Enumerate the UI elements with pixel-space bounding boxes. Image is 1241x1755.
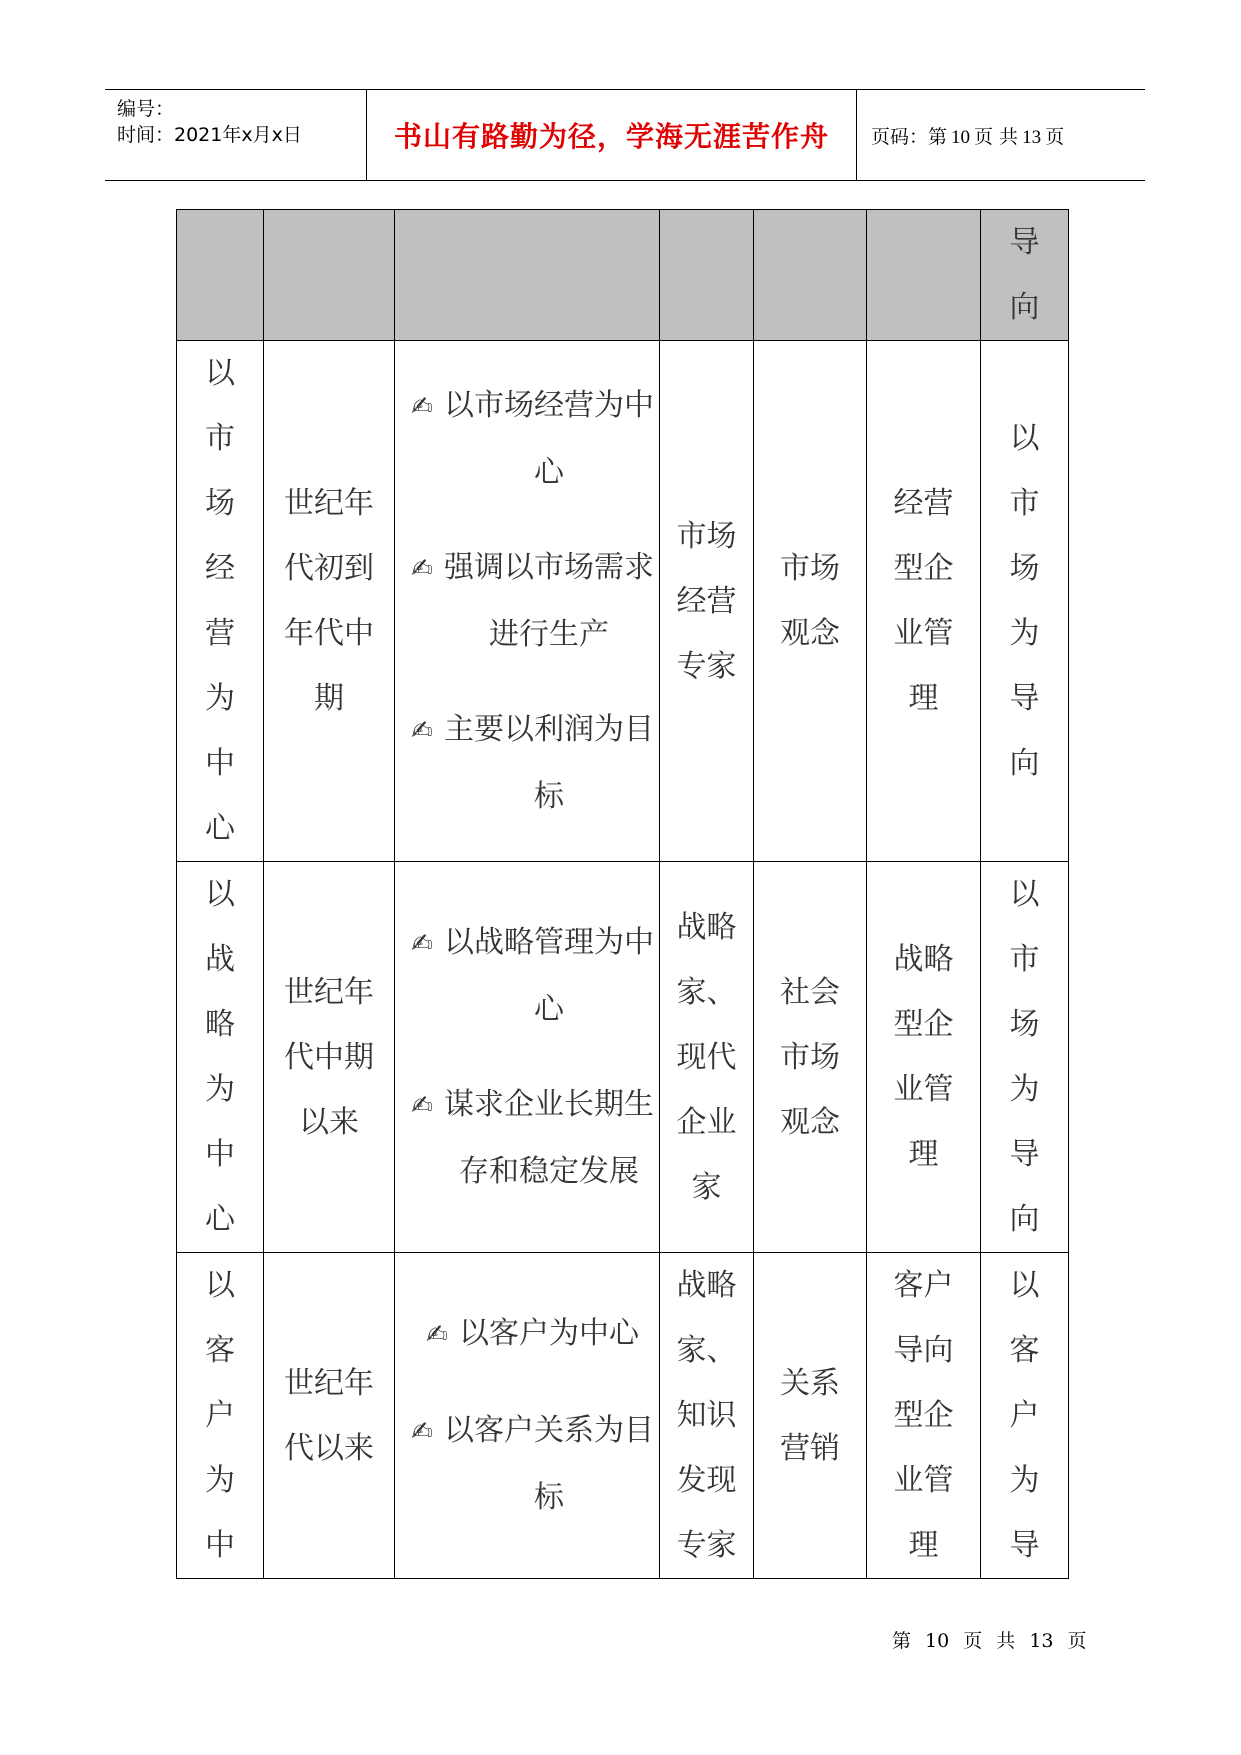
cell-line: 经营 — [893, 486, 954, 521]
header-cell — [395, 210, 660, 341]
writing-hand-icon: ✍ — [411, 716, 433, 746]
cell-line: 业管 — [893, 616, 954, 651]
cell-line: 专家 — [676, 648, 737, 684]
header-left-cell — [105, 90, 367, 180]
cell-line: 户 — [1009, 1398, 1040, 1433]
orientation-cell — [981, 341, 1069, 862]
cell-line: 以来 — [299, 1104, 359, 1140]
content-table — [176, 209, 1069, 1579]
cell-line: 略 — [205, 1007, 235, 1042]
focus-cell — [395, 862, 660, 1253]
cell-line: 战 — [205, 942, 235, 977]
cell-line: 向 — [1009, 1202, 1040, 1237]
bullet-text: 主要以利润为目标 — [444, 712, 654, 814]
cell-line: 以 — [205, 1268, 235, 1303]
cell-line: 为 — [1009, 616, 1040, 651]
cell-line: 心 — [205, 1202, 235, 1237]
cell-line: 型企 — [893, 1398, 954, 1433]
page-mid: 页 共 — [974, 125, 1019, 148]
header-char: 向 — [1009, 290, 1040, 325]
cell-line: 市场 — [676, 518, 737, 554]
cell-line: 导 — [1009, 1528, 1040, 1563]
orientation-cell — [981, 1253, 1069, 1579]
cell-line: 场 — [1009, 551, 1040, 586]
cell-line: 关系 — [780, 1365, 840, 1401]
cell-line: 场 — [205, 486, 235, 521]
cell-line: 业管 — [893, 1463, 954, 1498]
cell-line: 型企 — [893, 1007, 954, 1042]
expert-cell — [660, 862, 754, 1253]
cell-line: 户 — [205, 1398, 235, 1433]
concept-cell — [754, 862, 867, 1253]
header-cell — [754, 210, 867, 341]
cell-line: 代以来 — [284, 1430, 374, 1466]
bullet-text: 强调以市场需求进行生产 — [444, 550, 654, 652]
number-label: 编号： — [117, 98, 175, 120]
page-suffix: 页 — [1045, 125, 1065, 148]
stage-cell — [177, 862, 264, 1253]
cell-line: 社会 — [780, 974, 840, 1010]
cell-line: 代中期 — [284, 1039, 374, 1075]
cell-line: 以 — [1009, 1268, 1040, 1303]
concept-cell — [754, 341, 867, 862]
cell-line: 市场 — [780, 551, 840, 586]
cell-line: 型企 — [893, 551, 954, 586]
cell-line: 营销 — [780, 1430, 840, 1466]
writing-hand-icon: ✍ — [411, 929, 433, 959]
cell-line: 市 — [1009, 486, 1040, 521]
page-current: 10 — [951, 126, 971, 148]
cell-line: 家、 — [676, 974, 737, 1010]
cell-line: 以 — [1009, 877, 1040, 912]
page-prefix: 页码：第 — [871, 125, 948, 148]
cell-line: 理 — [908, 681, 939, 716]
focus-cell — [395, 341, 660, 862]
bullet-item — [395, 373, 659, 505]
bullet-text: 以市场经营为中心 — [444, 388, 654, 490]
cell-line: 战略 — [676, 909, 737, 945]
orientation-cell — [981, 862, 1069, 1253]
period-cell — [264, 341, 395, 862]
concept-cell — [754, 1253, 867, 1579]
cell-line: 为 — [1009, 1072, 1040, 1107]
cell-line: 理 — [908, 1137, 939, 1172]
cell-line: 经营 — [676, 583, 737, 619]
cell-line: 中 — [205, 1137, 235, 1172]
bullet-text: 谋求企业长期生存和稳定发展 — [444, 1087, 654, 1189]
cell-line: 期 — [314, 681, 344, 716]
bullet-text: 以战略管理为中心 — [444, 925, 654, 1027]
cell-line: 企业 — [676, 1104, 737, 1140]
cell-line: 中 — [205, 746, 235, 781]
cell-line: 家 — [691, 1169, 722, 1205]
cell-line: 战略 — [893, 942, 954, 977]
cell-line: 知识 — [676, 1398, 737, 1433]
bullet-item — [395, 1398, 659, 1530]
stage-cell — [177, 1253, 264, 1579]
table-row — [177, 341, 1069, 862]
cell-line: 年代中 — [284, 616, 374, 651]
cell-line: 现代 — [676, 1039, 737, 1075]
header-motto-cell — [367, 90, 857, 180]
cell-line: 世纪年 — [284, 974, 374, 1010]
cell-line: 家、 — [676, 1333, 737, 1368]
cell-line: 向 — [1009, 746, 1040, 781]
cell-line: 导向 — [893, 1333, 954, 1368]
management-cell — [867, 862, 981, 1253]
table-header-row — [177, 210, 1069, 341]
page-footer: 第 10 页 共 13 页 — [892, 1630, 1087, 1652]
cell-line: 世纪年 — [284, 486, 374, 521]
page-total: 13 — [1022, 126, 1042, 148]
header-page-cell — [857, 90, 1145, 180]
cell-line: 导 — [1009, 1137, 1040, 1172]
cell-line: 经 — [205, 551, 235, 586]
cell-line: 业管 — [893, 1072, 954, 1107]
cell-line: 发现 — [676, 1463, 737, 1498]
header-char: 导 — [1009, 225, 1040, 260]
writing-hand-icon: ✍ — [411, 1417, 433, 1447]
period-cell — [264, 862, 395, 1253]
header-cell — [264, 210, 395, 341]
motto: 书山有路勤为径，学海无涯苦作舟 — [393, 120, 829, 153]
bullet-item — [395, 697, 659, 829]
time-label: 时间：2021年x月x日 — [117, 124, 302, 146]
expert-cell — [660, 1253, 754, 1579]
cell-line: 场 — [1009, 1007, 1040, 1042]
header-cell — [660, 210, 754, 341]
cell-line: 心 — [205, 811, 235, 846]
bullet-item — [395, 1301, 659, 1368]
header-cell-direction — [981, 210, 1069, 341]
cell-line: 专家 — [676, 1528, 737, 1563]
bullet-item — [395, 535, 659, 667]
cell-line: 以 — [1009, 421, 1040, 456]
cell-line: 为 — [205, 1463, 235, 1498]
cell-line: 市 — [1009, 942, 1040, 977]
cell-line: 导 — [1009, 681, 1040, 716]
writing-hand-icon: ✍ — [411, 554, 433, 584]
management-cell — [867, 1253, 981, 1579]
bullet-text: 以客户为中心 — [459, 1316, 639, 1351]
cell-line: 为 — [205, 1072, 235, 1107]
cell-line: 为 — [205, 681, 235, 716]
header-cell — [177, 210, 264, 341]
cell-line: 客 — [1009, 1333, 1040, 1368]
cell-line: 市 — [205, 421, 235, 456]
page-info — [871, 122, 1064, 149]
cell-line: 营 — [205, 616, 235, 651]
cell-line: 世纪年 — [284, 1365, 374, 1401]
period-cell — [264, 1253, 395, 1579]
cell-line: 理 — [908, 1528, 939, 1563]
cell-line: 中 — [205, 1528, 235, 1563]
cell-line: 观念 — [780, 1104, 840, 1140]
expert-cell — [660, 341, 754, 862]
writing-hand-icon: ✍ — [411, 1091, 433, 1121]
stage-cell — [177, 341, 264, 862]
header-cell — [867, 210, 981, 341]
bullet-text: 以客户关系为目标 — [444, 1413, 654, 1515]
table-row — [177, 862, 1069, 1253]
cell-line: 战略 — [676, 1268, 737, 1303]
writing-hand-icon: ✍ — [426, 1320, 448, 1350]
cell-line: 以 — [205, 356, 235, 391]
management-cell — [867, 341, 981, 862]
page-header — [105, 89, 1145, 181]
cell-line: 代初到 — [284, 551, 374, 586]
cell-line: 市场 — [780, 1039, 840, 1075]
bullet-item — [395, 1072, 659, 1204]
cell-line: 为 — [1009, 1463, 1040, 1498]
bullet-item — [395, 910, 659, 1042]
writing-hand-icon: ✍ — [411, 392, 433, 422]
focus-cell — [395, 1253, 660, 1579]
table-row — [177, 1253, 1069, 1579]
cell-line: 客户 — [893, 1268, 954, 1303]
cell-line: 客 — [205, 1333, 235, 1368]
cell-line: 观念 — [780, 616, 840, 651]
cell-line: 以 — [205, 877, 235, 912]
